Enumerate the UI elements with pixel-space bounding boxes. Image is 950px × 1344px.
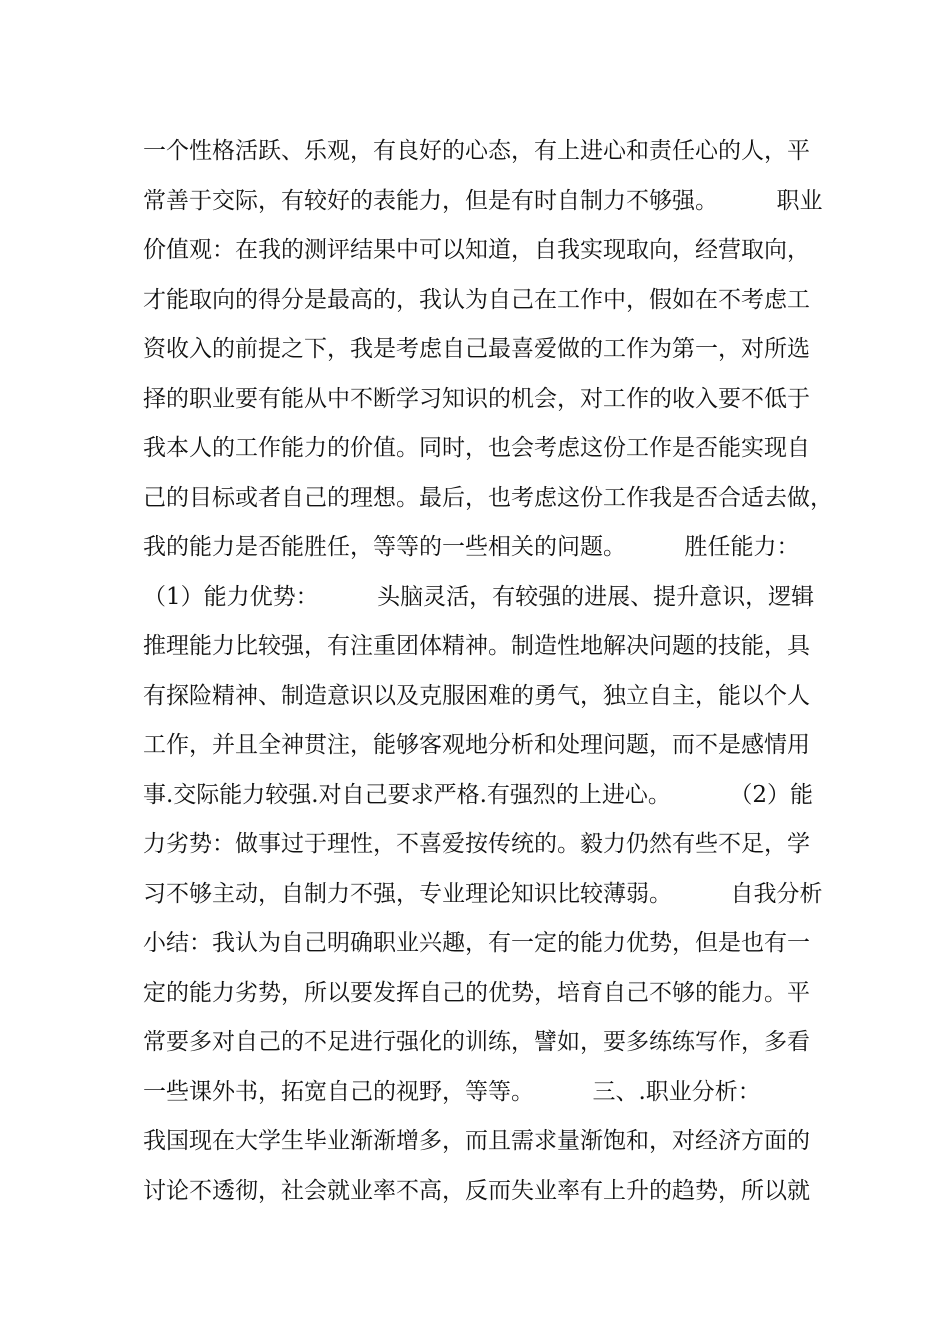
text-line: 我本人的工作能力的价值。同时，也会考虑这份工作是否能实现自 bbox=[143, 435, 810, 461]
text-line: 才能取向的得分是最高的，我认为自己在工作中，假如在不考虑工 bbox=[143, 286, 810, 313]
text-line: 工作，并且全神贯注，能够客观地分析和处理问题，而不是感情用 bbox=[143, 732, 810, 758]
text-line: 一个性格活跃、乐观，有良好的心态，有上进心和责任心的人，平 bbox=[143, 138, 810, 164]
text-line: 推理能力比较强，有注重团体精神。制造性地解决问题的技能，具 bbox=[143, 633, 810, 659]
text-line: 常善于交际，有较好的表能力，但是有时自制力不够强。 职业 bbox=[143, 187, 823, 214]
text-line: 择的职业要有能从中不断学习知识的机会，对工作的收入要不低于 bbox=[143, 385, 810, 412]
text-line: 常要多对自己的不足进行强化的训练，譬如，要多练练写作，多看 bbox=[143, 1029, 810, 1055]
text-line: 定的能力劣势，所以要发挥自己的优势，培育自己不够的能力。平 bbox=[143, 979, 810, 1006]
text-line: 资收入的前提之下，我是考虑自己最喜爱做的工作为第一，对所选 bbox=[143, 336, 810, 362]
text-line: 有探险精神、制造意识以及克服困难的勇气，独立自主，能以个人 bbox=[143, 682, 810, 709]
body-text bbox=[143, 127, 833, 1216]
text-line: （1）能力优势： 头脑灵活，有较强的进展、提升意识，逻辑 bbox=[143, 583, 815, 610]
text-line: 一些课外书，拓宽自己的视野，等等。 三、.职业分析： bbox=[143, 1078, 761, 1105]
text-line: 事.交际能力较强.对自己要求严格.有强烈的上进心。 （2）能 bbox=[143, 781, 814, 808]
text-line: 价值观：在我的测评结果中可以知道，自我实现取向，经营取向， bbox=[143, 237, 810, 263]
text-line: 讨论不透彻，社会就业率不高，反而失业率有上升的趋势，所以就 bbox=[143, 1177, 810, 1204]
text-line: 我的能力是否能胜任，等等的一些相关的问题。 胜任能力： bbox=[143, 534, 800, 560]
text-line: 习不够主动，自制力不强，专业理论知识比较薄弱。 自我分析 bbox=[143, 880, 823, 907]
text-line: 小结：我认为自己明确职业兴趣，有一定的能力优势，但是也有一 bbox=[143, 930, 810, 956]
text-line: 己的目标或者自己的理想。最后，也考虑这份工作我是否合适去做， bbox=[143, 484, 833, 511]
text-line: 力劣势：做事过于理性，不喜爱按传统的。毅力仍然有些不足，学 bbox=[143, 831, 810, 857]
text-line: 我国现在大学生毕业渐渐增多，而且需求量渐饱和，对经济方面的 bbox=[143, 1128, 810, 1154]
